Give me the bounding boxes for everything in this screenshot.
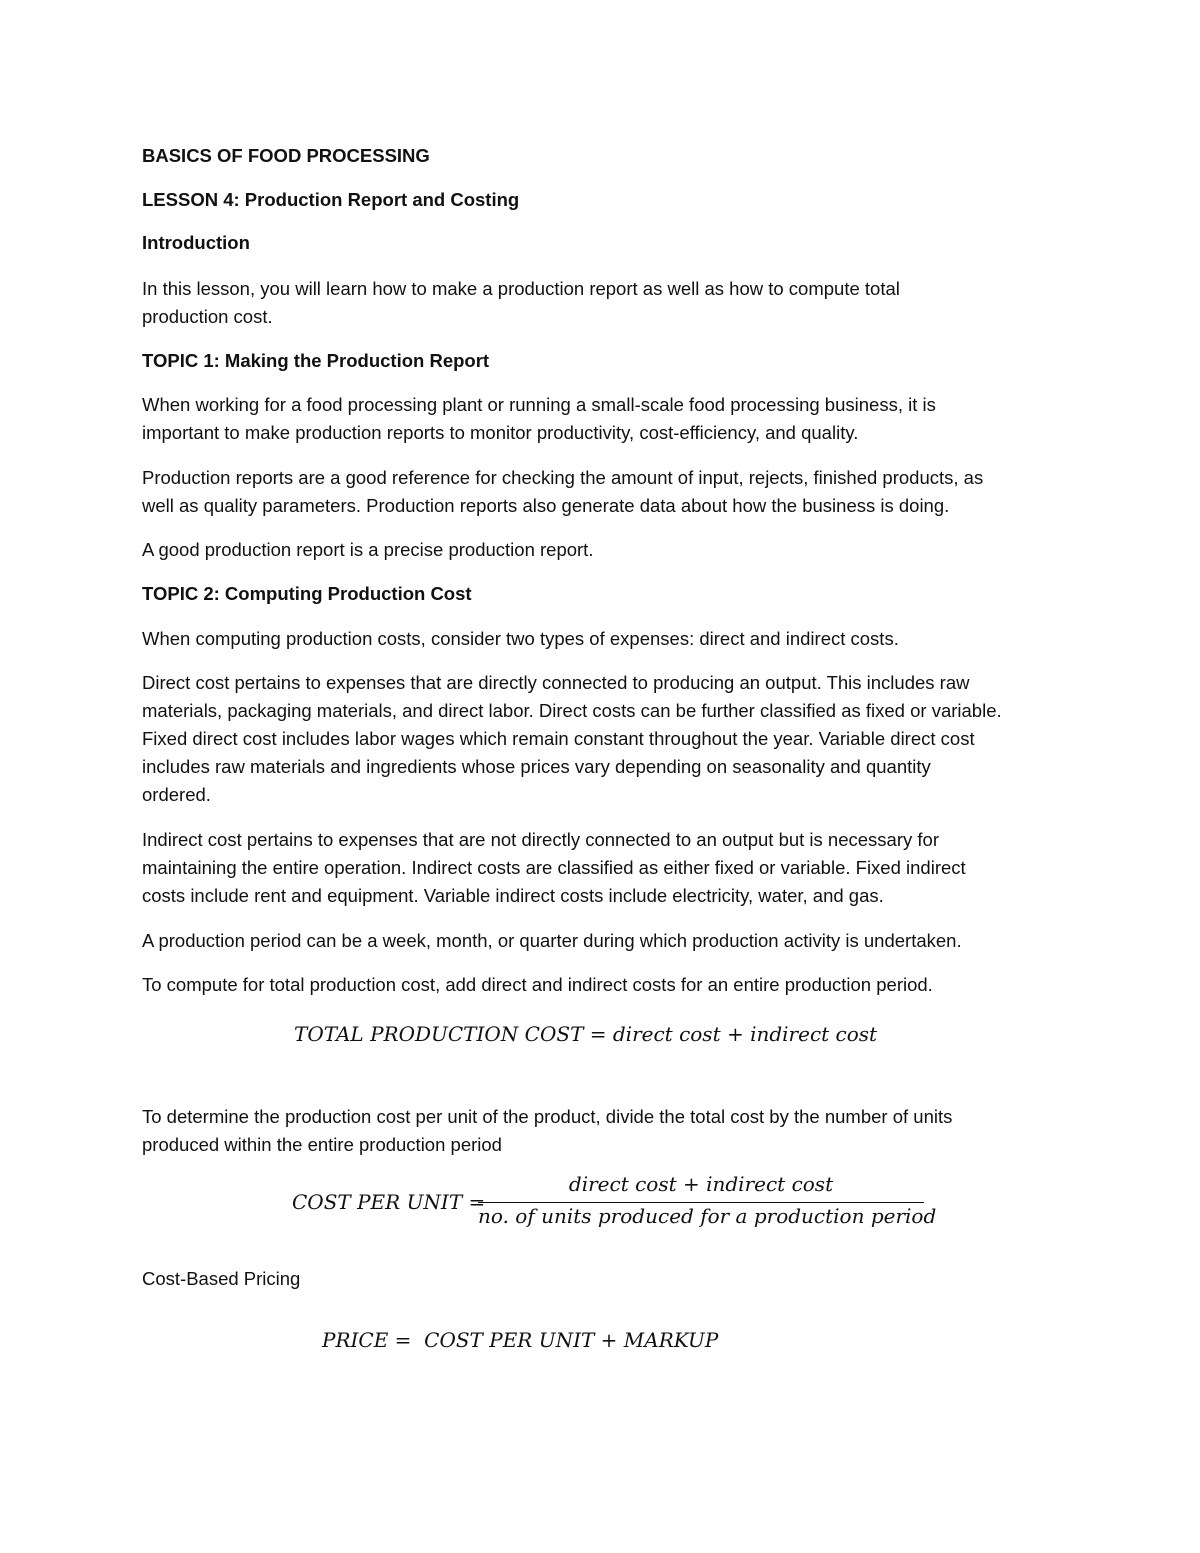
course-title: BASICS OF FOOD PROCESSING [142,145,430,166]
intro-line-2: production cost. [142,306,273,327]
topic2-p3-line-3: costs include rent and equipment. Variable indirect costs include electricity, water, and gas. [142,885,884,906]
fraction-bar [478,1202,924,1203]
topic2-heading: TOPIC 2: Computing Production Cost [142,583,472,604]
formula-total-production-cost: TOTAL PRODUCTION COST = direct cost + indirect cost [294,1022,878,1046]
per-unit-line-1: To determine the production cost per unit of the product, divide the total cost by the number of units [142,1106,953,1127]
topic2-p2-line-3: Fixed direct cost includes labor wages which remain constant throughout the year. Variable direct cost [142,728,975,749]
topic2-p1: When computing production costs, consider two types of expenses: direct and indirect costs. [142,628,899,649]
formula-cost-per-unit [292,1170,937,1234]
lesson-title: LESSON 4: Production Report and Costing [142,189,520,210]
topic1-p1-line-1: When working for a food processing plant or running a small-scale food processing business, it is [142,394,936,415]
topic1-p3: A good production report is a precise production report. [142,539,594,560]
formula-cost-per-unit-label: COST PER UNIT = [292,1190,486,1214]
topic2-p2-line-4: includes raw materials and ingredients whose prices vary depending on seasonality and quantity [142,756,931,777]
formula-denominator: no. of units produced for a production period [478,1204,937,1228]
topic1-p2-line-2: well as quality parameters. Production reports also generate data about how the business is doing. [142,495,950,516]
per-unit-line-2: produced within the entire production period [142,1134,502,1155]
topic2-p3-line-1: Indirect cost pertains to expenses that are not directly connected to an output but is necessary for [142,829,939,850]
topic1-heading: TOPIC 1: Making the Production Report [142,350,490,371]
topic1-p1-line-2: important to make production reports to monitor productivity, cost-efficiency, and quality. [142,422,859,443]
formula-numerator: direct cost + indirect cost [568,1172,834,1196]
pricing-heading: Cost-Based Pricing [142,1268,301,1289]
topic2-p2-line-1: Direct cost pertains to expenses that are directly connected to producing an output. This includes raw [142,672,970,693]
topic2-p2-line-2: materials, packaging materials, and direct labor. Direct costs can be further classified as fixed or variable. [142,700,1002,721]
topic2-p3-line-2: maintaining the entire operation. Indirect costs are classified as either fixed or variable. Fixed indirect [142,857,966,878]
formula-price: PRICE = COST PER UNIT + MARKUP [322,1328,719,1352]
topic2-p5: To compute for total production cost, add direct and indirect costs for an entire production period. [142,974,933,995]
intro-heading: Introduction [142,232,250,253]
intro-line-1: In this lesson, you will learn how to make a production report as well as how to compute total [142,278,900,299]
topic1-p2-line-1: Production reports are a good reference for checking the amount of input, rejects, finished products, as [142,467,984,488]
topic2-p2-line-5: ordered. [142,784,211,805]
topic2-p4: A production period can be a week, month, or quarter during which production activity is undertaken. [142,930,962,951]
